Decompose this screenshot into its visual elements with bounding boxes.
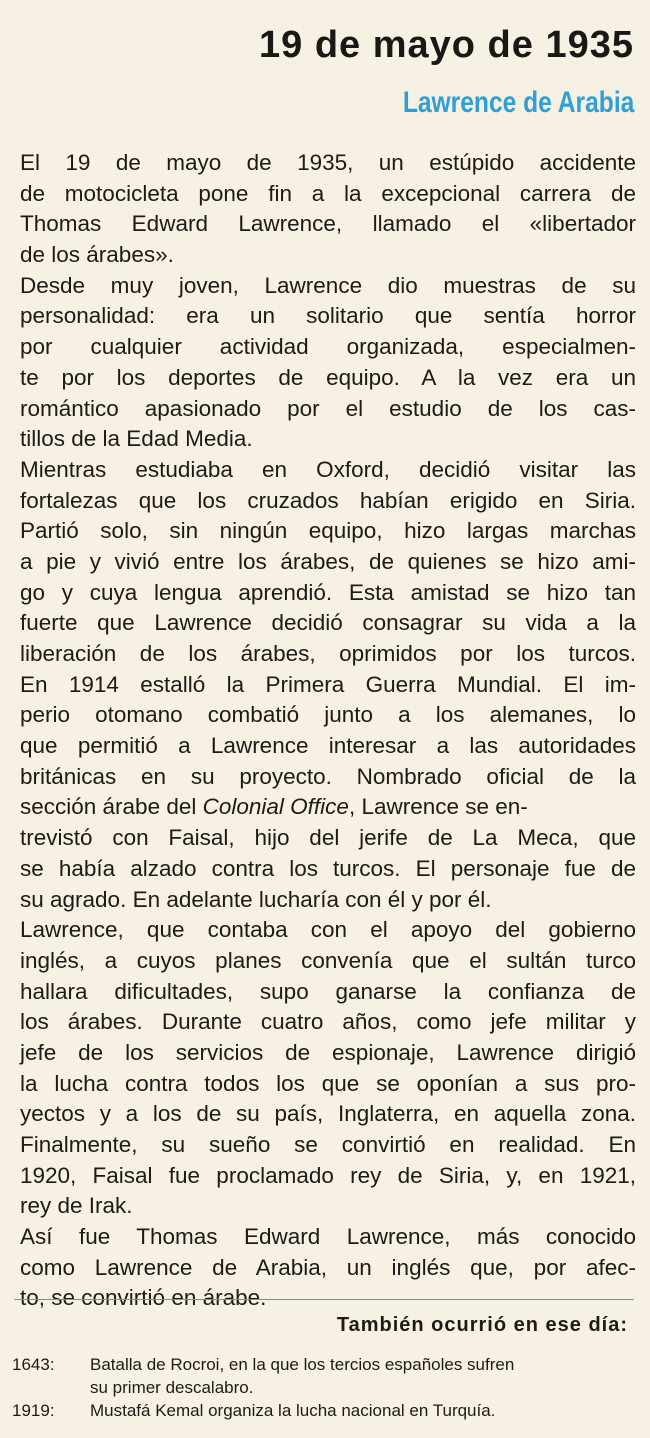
body-line: Así fue Thomas Edward Lawrence, más conocido [20,1224,636,1250]
body-line: to, se convirtió en árabe. [20,1285,267,1311]
article-body [20,148,636,1314]
event-year: 1919: [12,1401,55,1420]
body-line: Desde muy joven, Lawrence dio muestras de su [20,272,636,298]
event-text [90,1399,632,1422]
body-line: se había alzado contra los turcos. El personaje fue de [20,855,636,881]
event-text [90,1353,632,1399]
body-line: a pie y vivió entre los árabes, de quienes se hizo ami- [20,548,636,574]
body-line: yectos y a los de su país, Inglaterra, en aquella zona. [20,1101,636,1127]
body-line: los árabes. Durante cuatro años, como jefe militar y [20,1009,636,1035]
body-line: te por los deportes de equipo. A la vez era un [20,364,636,390]
body-line: Thomas Edward Lawrence, llamado el «libertador [20,211,636,237]
body-line: trevistó con Faisal, hijo del jerife de La Meca, que [20,825,636,851]
body-line: por cualquier actividad organizada, especialmen- [20,334,636,360]
body-line: como Lawrence de Arabia, un inglés que, por afec- [20,1254,636,1280]
events-list [12,1353,632,1422]
body-line: fuerte que Lawrence decidió consagrar su vida a la [20,610,636,636]
body-line: Mientras estudiaba en Oxford, decidió visitar las [20,456,636,482]
event-year: 1643: [12,1355,55,1374]
body-line: de motocicleta pone fin a la excepcional carrera de [20,180,636,206]
colonial-office-italic: Colonial Office [202,794,349,820]
body-line-start: sección árabe del [20,794,203,820]
event-line: su primer descalabro. [90,1378,254,1397]
event-line: Batalla de Rocroi, en la que los tercios españoles sufren [90,1355,515,1374]
body-line: jefe de los servicios de espionaje, Lawrence dirigió [20,1039,636,1065]
body-line-mixed [20,792,636,823]
body-line: Finalmente, su sueño se convirtió en realidad. En [20,1132,636,1157]
body-line: su agrado. En adelante lucharía con él y por él. [20,886,492,912]
body-line: que permitió a Lawrence interesar a las autoridades [20,733,636,759]
body-line: inglés, a cuyos planes convenía que el sultán turco [20,947,636,973]
body-line: perio otomano combatió junto a los alemanes, lo [20,702,636,728]
body-line: británicas en su proyecto. Nombrado oficial de la [20,763,636,789]
section-divider [14,1299,634,1300]
body-line: tillos de la Edad Media. [20,426,253,452]
body-line: El 19 de mayo de 1935, un estúpido accidente [20,150,636,175]
body-line: fortalezas que los cruzados habían erigido en Siria. [20,487,636,513]
body-line: go y cuya lengua aprendió. Esta amistad se hizo tan [20,579,636,605]
page-subtitle: Lawrence de Arabia [402,86,634,119]
body-line: 1920, Faisal fue proclamado rey de Siria, y, en 1921, [20,1162,636,1188]
body-line: Partió solo, sin ningún equipo, hizo largas marchas [20,518,636,544]
body-line: liberación de los árabes, oprimidos por los turcos. [20,641,636,666]
body-line: hallara dificultades, supo ganarse la confianza de [20,978,636,1004]
body-line: Lawrence, que contaba con el apoyo del gobierno [20,917,636,943]
page-date: 19 de mayo de 1935 [259,24,634,66]
body-line: la lucha contra todos los que se oponían a sus pro- [20,1070,636,1096]
event-item [12,1353,632,1399]
body-line: romántico apasionado por el estudio de los cas- [20,395,636,421]
body-line: rey de Irak. [20,1193,133,1219]
body-line: personalidad: era un solitario que sentía horror [20,303,636,329]
body-line: En 1914 estalló la Primera Guerra Mundial. El im- [20,671,636,697]
also-happened-title: También ocurrió en ese día: [336,1314,628,1336]
event-item [12,1399,632,1422]
body-line-end: , Lawrence se en- [348,794,528,820]
body-line: de los árabes». [20,242,174,268]
event-line: Mustafá Kemal organiza la lucha nacional en Turquía. [90,1401,496,1420]
